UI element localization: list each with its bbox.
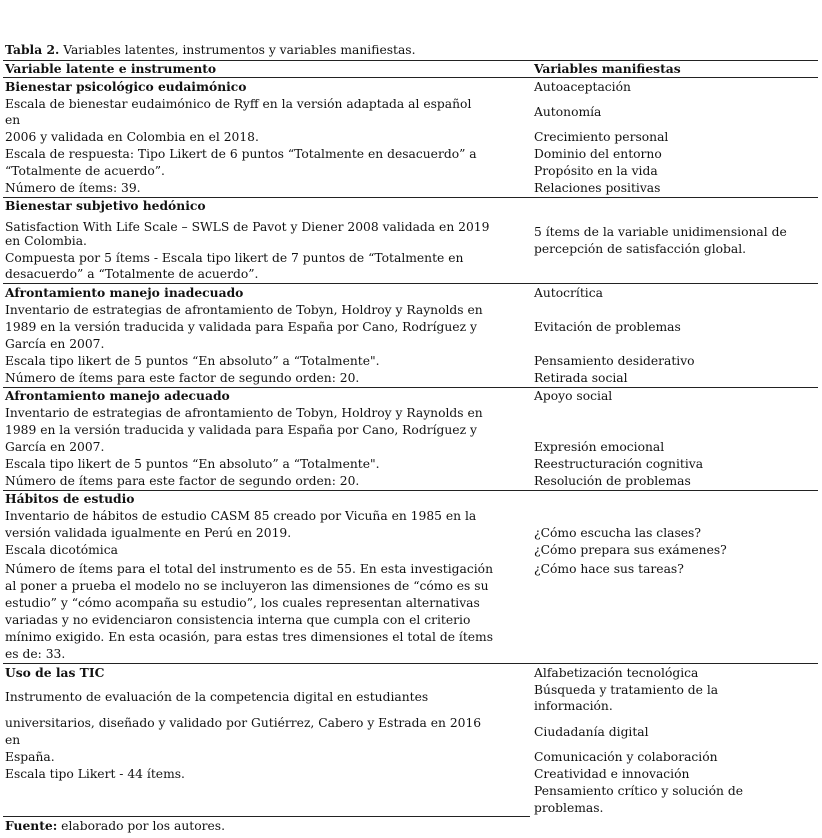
table-caption	[5, 42, 416, 58]
manifest-variable: Búsqueda y tratamiento de la	[534, 683, 719, 697]
manifest-variable: Reestructuración cognitiva	[534, 457, 704, 471]
manifest-variable: percepción de satisfacción global.	[534, 242, 747, 256]
section-title: Bienestar psicológico eudaimónico	[5, 79, 247, 94]
manifest-variable: Crecimiento personal	[534, 130, 669, 144]
instrument-line: Escala tipo likert de 5 puntos “En absoluto” a “Totalmente".	[5, 354, 380, 368]
instrument-line: Compuesta por 5 ítems - Escala tipo likert de 7 puntos de “Totalmente en	[5, 251, 464, 265]
manifest-variable: ¿Cómo escucha las clases?	[534, 526, 701, 540]
header-col1: Variable latente e instrumento	[5, 61, 217, 76]
instrument-line: en	[5, 113, 21, 127]
table-source	[5, 818, 225, 834]
manifest-variable: Apoyo social	[534, 389, 613, 403]
instrument-line: Número de ítems: 39.	[5, 181, 141, 195]
manifest-variable: información.	[534, 699, 613, 713]
manifest-variable: Expresión emocional	[534, 440, 665, 454]
section-title: Uso de las TIC	[5, 665, 105, 680]
instrument-line: “Totalmente de acuerdo”.	[5, 164, 165, 178]
manifest-variable: Comunicación y colaboración	[534, 750, 718, 764]
header-rule	[3, 77, 818, 78]
manifest-variable: Pensamiento desiderativo	[534, 354, 695, 368]
manifest-variable: 5 ítems de la variable unidimensional de	[534, 225, 787, 239]
instrument-line: variadas y no evidenciaron consistencia interna que cumpla con el criterio	[5, 613, 471, 627]
section-title: Afrontamiento manejo adecuado	[5, 388, 230, 403]
instrument-line: Número de ítems para este factor de segundo orden: 20.	[5, 474, 360, 488]
instrument-line: Número de ítems para el total del instrumento es de 55. En esta investigación	[5, 562, 494, 576]
section-title: Hábitos de estudio	[5, 491, 135, 506]
manifest-variable: Pensamiento crítico y solución de	[534, 784, 743, 798]
instrument-line: España.	[5, 750, 55, 764]
instrument-line: Instrumento de evaluación de la competencia digital en estudiantes	[5, 690, 429, 704]
manifest-variable: Retirada social	[534, 371, 628, 385]
instrument-line: García en 2007.	[5, 440, 105, 454]
instrument-line: mínimo exigido. En esta ocasión, para estas tres dimensiones el total de ítems	[5, 630, 494, 644]
instrument-line: Escala tipo Likert - 44 ítems.	[5, 767, 185, 781]
manifest-variable: problemas.	[534, 801, 604, 815]
header-col2: Variables manifiestas	[534, 61, 681, 76]
manifest-variable: ¿Cómo prepara sus exámenes?	[534, 543, 727, 557]
section-rule	[3, 283, 818, 284]
instrument-line: estudio” y “cómo acompaña su estudio”, los cuales representan alternativas	[5, 596, 480, 610]
caption-text: Variables latentes, instrumentos y variables manifiestas.	[59, 43, 416, 57]
section-rule	[3, 663, 818, 664]
instrument-line: en Colombia.	[5, 234, 87, 248]
instrument-line: Inventario de estrategias de afrontamiento de Tobyn, Holdroy y Raynolds en	[5, 303, 483, 317]
manifest-variable: Ciudadanía digital	[534, 725, 649, 739]
instrument-line: 1989 en la versión traducida y validada para España por Cano, Rodríguez y	[5, 423, 477, 437]
instrument-line: Inventario de estrategias de afrontamiento de Tobyn, Holdroy y Raynolds en	[5, 406, 483, 420]
manifest-variable: Evitación de problemas	[534, 320, 681, 334]
instrument-line: 1989 en la versión traducida y validada para España por Cano, Rodríguez y	[5, 320, 477, 334]
manifest-variable: Alfabetización tecnológica	[534, 666, 699, 680]
source-text: elaborado por los autores.	[57, 819, 225, 833]
manifest-variable: ¿Cómo hace sus tareas?	[534, 562, 684, 576]
instrument-line: desacuerdo” a “Totalmente de acuerdo”.	[5, 267, 259, 281]
instrument-line: Escala dicotómica	[5, 543, 118, 557]
instrument-line: versión validada igualmente en Perú en 2019.	[5, 526, 292, 540]
instrument-line: al poner a prueba el modelo no se incluyeron las dimensiones de “cómo es su	[5, 579, 489, 593]
manifest-variable: Relaciones positivas	[534, 181, 661, 195]
bottom-rule	[3, 816, 530, 817]
instrument-line: Escala de bienestar eudaimónico de Ryff en la versión adaptada al español	[5, 97, 472, 111]
manifest-variable: Autonomía	[534, 105, 602, 119]
manifest-variable: Creatividad e innovación	[534, 767, 690, 781]
manifest-variable: Autocrítica	[534, 286, 603, 300]
manifest-variable: Resolución de problemas	[534, 474, 691, 488]
instrument-line: universitarios, diseñado y validado por Gutiérrez, Cabero y Estrada en 2016	[5, 716, 482, 730]
instrument-line: Inventario de hábitos de estudio CASM 85 creado por Vicuña en 1985 en la	[5, 509, 477, 523]
instrument-line: Número de ítems para este factor de segundo orden: 20.	[5, 371, 360, 385]
instrument-line: Escala de respuesta: Tipo Likert de 6 puntos “Totalmente en desacuerdo” a	[5, 147, 477, 161]
instrument-line: García en 2007.	[5, 337, 105, 351]
source-label: Fuente:	[5, 818, 58, 833]
manifest-variable: Autoaceptación	[534, 80, 631, 94]
instrument-line: Satisfaction With Life Scale – SWLS de Pavot y Diener 2008 validada en 2019	[5, 220, 490, 234]
manifest-variable: Dominio del entorno	[534, 147, 662, 161]
section-title: Afrontamiento manejo inadecuado	[5, 285, 244, 300]
instrument-line: 2006 y validada en Colombia en el 2018.	[5, 130, 259, 144]
caption-label: Tabla 2.	[5, 42, 60, 57]
section-title: Bienestar subjetivo hedónico	[5, 198, 206, 213]
instrument-line: Escala tipo likert de 5 puntos “En absoluto” a “Totalmente".	[5, 457, 380, 471]
manifest-variable: Propósito en la vida	[534, 164, 658, 178]
instrument-line: en	[5, 733, 21, 747]
instrument-line: es de: 33.	[5, 647, 66, 661]
